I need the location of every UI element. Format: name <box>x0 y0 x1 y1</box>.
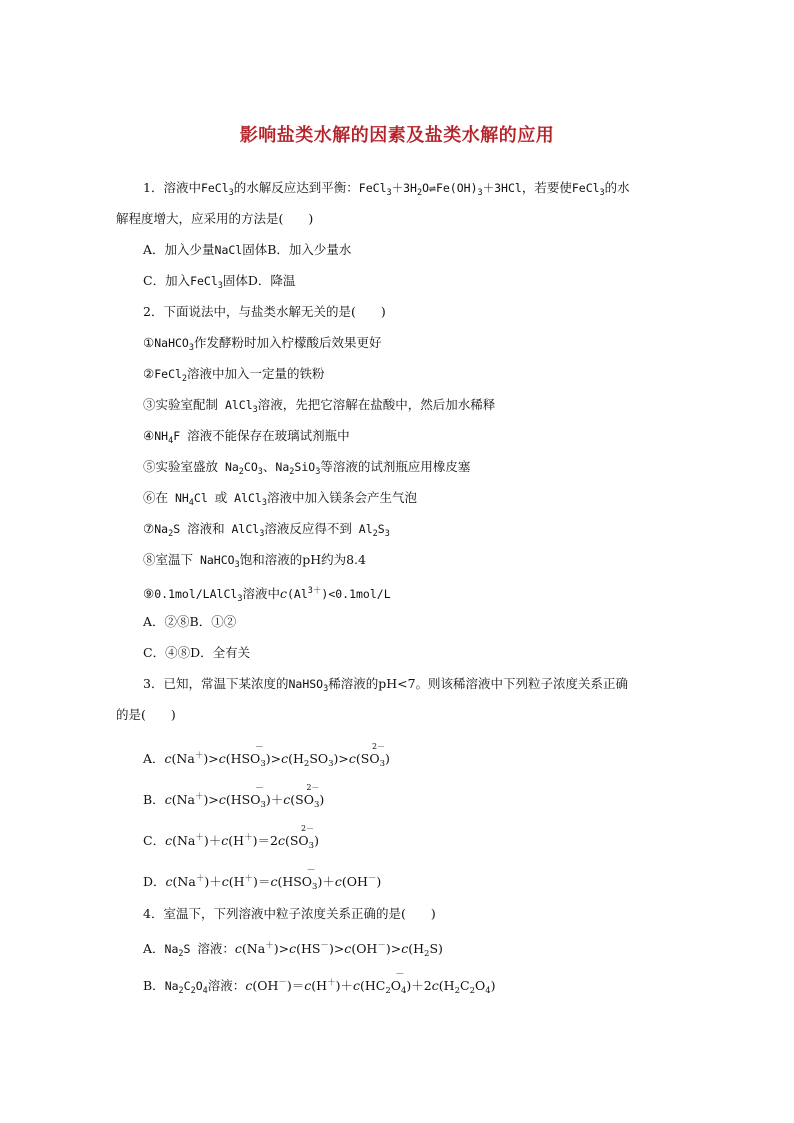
q2-statement-7: $⑦Na_2S$ 溶液和 AlCl$_3$溶液反应得不到 $Al_2S_3$ <box>143 521 390 539</box>
q2-statement-8: ⑧室温下 NaHCO$_3$饱和溶液的pH约为8.4 <box>143 552 366 570</box>
q3-option-c: C．$c(Na^+)+c(H^+)=2c(SO_3$ 2－ ) <box>143 824 319 851</box>
q3-option-b: B．$c(Na^+)>c(HSO_3$ － )$+c(SO_3$ 2－ ) <box>143 783 325 810</box>
q4-stem: 4．室温下，下列溶液中粒子浓度关系正确的是( ) <box>143 906 436 921</box>
page-title: 影响盐类水解的因素及盐类水解的应用 <box>239 125 555 146</box>
q1-option-ab: A．加入少量NaCl固体B．加入少量水 <box>143 242 352 257</box>
q1-option-cd: C．加入FeCl$_3$固体D．降温 <box>143 273 296 291</box>
q2-statement-2: ②FeCl$_2$溶液中加入一定量的铁粉 <box>143 366 325 384</box>
q2-statement-1: ①NaHCO$_3$作发酵粉时加入柠檬酸后效果更好 <box>143 335 382 353</box>
q1-stem-line1: 1．溶液中FeCl$_3$的水解反应达到平衡：$FeCl_3+3H_2O\rightleftharpoons Fe(OH)_3+3HCl$，若要使FeCl$_3$的水 <box>143 180 630 198</box>
q2-statement-3: ③实验室配制 AlCl$_3$溶液，先把它溶解在盐酸中，然后加水稀释 <box>143 397 496 415</box>
q3-option-d: D．$c(Na^+)+c(H^+)=c(HSO_3$ － )＋c(OH－) <box>143 866 382 892</box>
q3-stem-line1: 3．已知，常温下某浓度的NaHSO$_3$稀溶液的pH<7。则该稀溶液中下列粒子浓度关系正确 <box>143 676 629 694</box>
q3-stem-line2: 的是( ) <box>116 707 176 722</box>
q4-option-b: B．$Na_2C_2O_4$溶液：$c(OH^-)=c(H^+)+c(HC_2O_4$ － )$+2c(H_2C_2O_4)$ <box>143 970 496 996</box>
q2-statement-5: ⑤实验室盛放 $Na_2CO_3$、$Na_2SiO_3$等溶液的试剂瓶应用橡皮塞 <box>143 459 471 477</box>
q3-option-a: A．$c(Na^+)>c(HSO_3$ － )$>c(H_2SO_3)>c(SO_3$ 2－ ) <box>143 742 390 769</box>
q2-statement-6: ⑥在 $NH_4Cl$ 或 AlCl$_3$溶液中加入镁条会产生气泡 <box>143 490 417 508</box>
q2-options-ab: A．②⑧B．①② <box>143 614 237 629</box>
q2-statement-4: $④NH_4F$ 溶液不能保存在玻璃试剂瓶中 <box>143 428 350 446</box>
q2-stem: 2．下面说法中，与盐类水解无关的是( ) <box>143 304 386 319</box>
q2-options-cd: C．④⑧D．全有关 <box>143 645 251 660</box>
q1-stem-line2: 解程度增大，应采用的方法是( ) <box>116 211 314 226</box>
q2-statement-9: ⑨0.1mol/LAlCl$_3$溶液中$c(Al^{3+})<0.1mol/L$ <box>143 586 391 604</box>
q4-option-a: A．$Na_2S$ 溶液：$c(Na^+)>c(HS^-)>c(OH^-)>c(H_2S)$ <box>143 941 443 959</box>
